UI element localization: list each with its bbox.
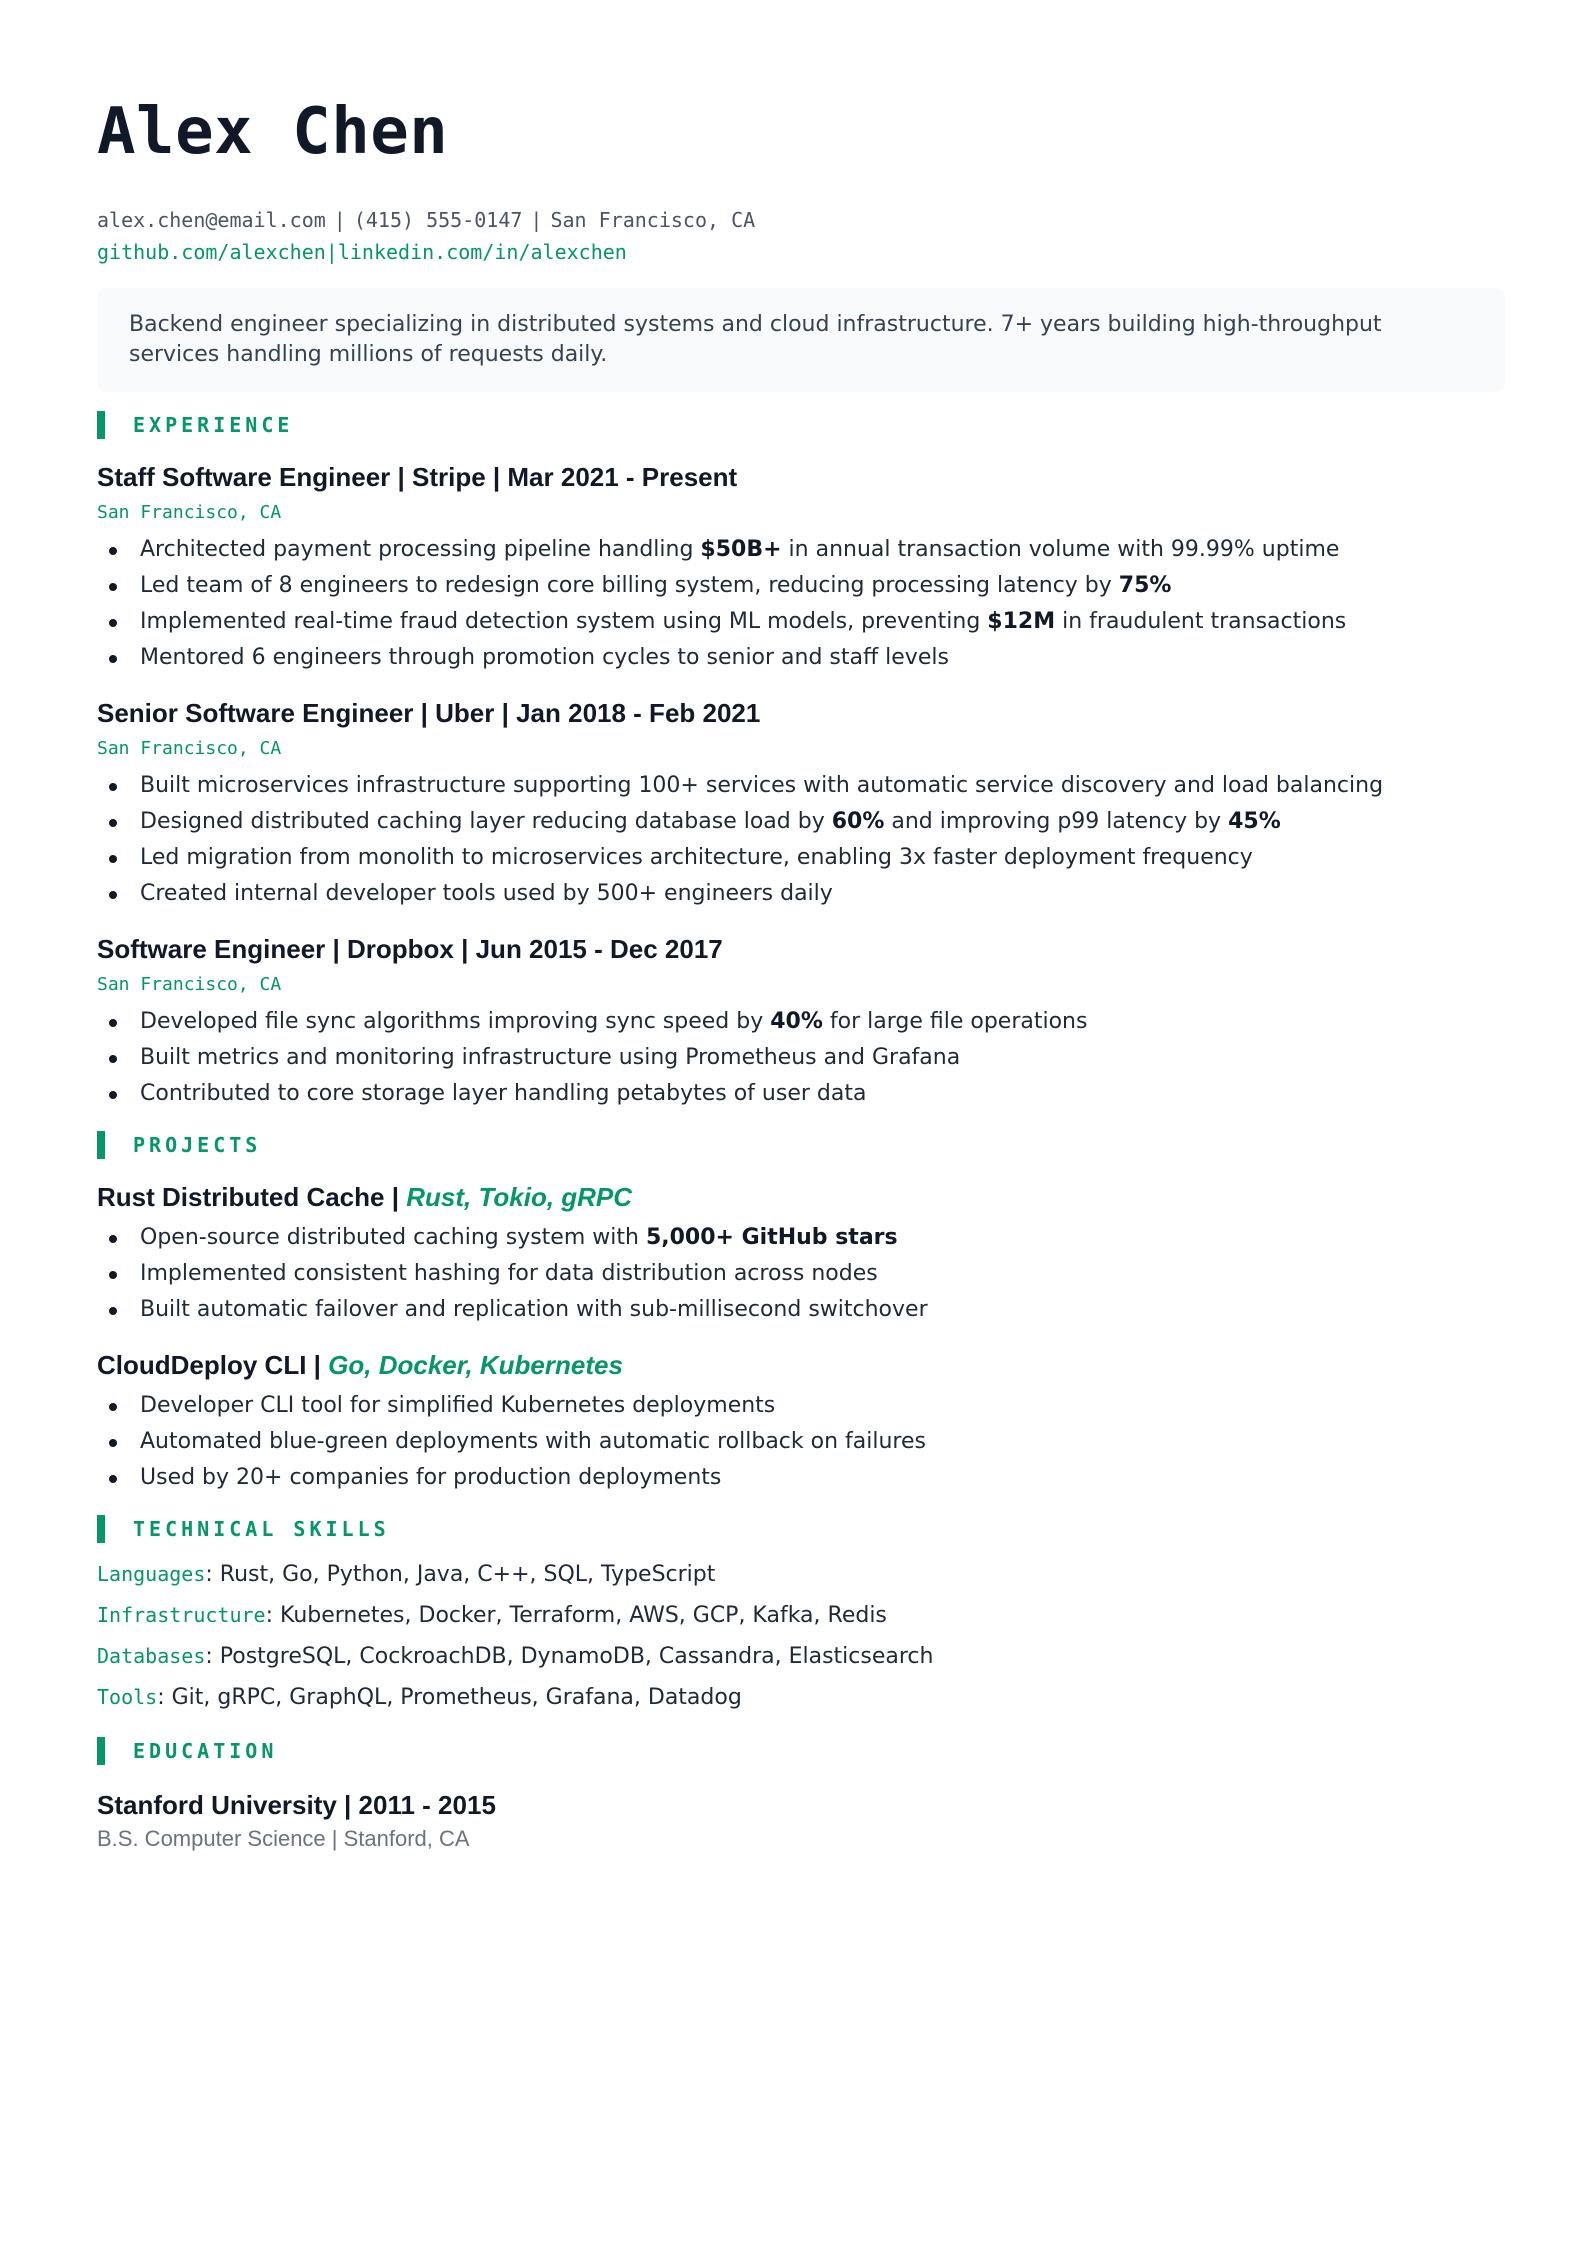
project-title (97, 1348, 1505, 1382)
bullet-list (97, 1220, 1505, 1328)
github-link[interactable]: github.com/alexchen (97, 240, 326, 264)
bullet-text: for large file operations (822, 1009, 1088, 1034)
project-name: Rust Distributed Cache (97, 1182, 385, 1212)
project-name: CloudDeploy CLI (97, 1350, 307, 1380)
project-title (97, 1180, 1505, 1214)
candidate-name: Alex Chen (97, 95, 449, 169)
education-title: Stanford University | 2011 - 2015 (97, 1790, 496, 1820)
bullet-list (97, 1388, 1505, 1496)
bullet-item (97, 1256, 1505, 1292)
bullet-highlight: 45% (1228, 809, 1281, 834)
skills-list (97, 1554, 1505, 1718)
bullet-item (97, 1076, 1505, 1112)
bullet-text: Open-source distributed caching system with (140, 1225, 646, 1250)
job-title: Staff Software Engineer | Stripe | Mar 2021 - Present (97, 462, 738, 492)
bullet-item (97, 1040, 1505, 1076)
bullet-highlight: 40% (770, 1009, 823, 1034)
job-title: Senior Software Engineer | Uber | Jan 2018 - Feb 2021 (97, 698, 761, 728)
skill-row (97, 1554, 1505, 1595)
contact-line (97, 204, 1505, 236)
skill-category: Languages (97, 1562, 206, 1586)
bullet-text: Created internal developer tools used by 500+ engineers daily (140, 881, 833, 906)
job-location: San Francisco, CA (97, 974, 282, 995)
bullet-item (97, 604, 1505, 640)
contact-location: San Francisco, CA (550, 208, 756, 232)
bullet-text: in annual transaction volume with 99.99% uptime (781, 537, 1340, 562)
skill-category: Databases (97, 1644, 206, 1668)
bullet-item (97, 532, 1505, 568)
bullet-text: Built metrics and monitoring infrastructure using Prometheus and Grafana (140, 1045, 961, 1070)
bullet-highlight: $12M (987, 609, 1056, 634)
skill-category: Infrastructure (97, 1603, 266, 1627)
bullet-text: Built automatic failover and replication with sub-millisecond switchover (140, 1297, 928, 1322)
skill-items: : PostgreSQL, CockroachDB, DynamoDB, Cassandra, Elasticsearch (205, 1644, 934, 1669)
bullet-text: Developed file sync algorithms improving sync speed by (140, 1009, 771, 1034)
education-detail: B.S. Computer Science | Stanford, CA (97, 1826, 470, 1851)
section-accent-bar (97, 1131, 105, 1159)
skill-row (97, 1677, 1505, 1718)
section-title: EDUCATION (133, 1739, 278, 1763)
bullet-text: Implemented real-time fraud detection system using ML models, preventing (140, 609, 988, 634)
section-education (97, 1736, 1505, 1766)
section-projects (97, 1130, 1505, 1160)
bullet-item (97, 568, 1505, 604)
project-separator: | (306, 1350, 329, 1380)
bullet-item (97, 804, 1505, 840)
job-title: Software Engineer | Dropbox | Jun 2015 - Dec 2017 (97, 934, 723, 964)
bullet-text: Used by 20+ companies for production deployments (140, 1465, 722, 1490)
skill-items: : Rust, Go, Python, Java, C++, SQL, TypeScript (205, 1562, 716, 1587)
bullet-highlight: 5,000+ GitHub stars (645, 1225, 898, 1250)
bullet-item (97, 1292, 1505, 1328)
bullet-highlight: 75% (1118, 573, 1172, 598)
project-tech: Go, Docker, Kubernetes (328, 1350, 623, 1380)
section-accent-bar (97, 1737, 105, 1765)
bullet-item (97, 768, 1505, 804)
section-experience (97, 410, 1505, 440)
link-separator: | (325, 240, 338, 264)
bullet-item (97, 640, 1505, 676)
bullet-highlight: $50B+ (700, 537, 782, 562)
section-title: EXPERIENCE (133, 413, 294, 437)
bullet-text: Architected payment processing pipeline handling (140, 537, 701, 562)
skill-items: : Kubernetes, Docker, Terraform, AWS, GCP, Kafka, Redis (265, 1603, 887, 1628)
bullet-text: Built microservices infrastructure supporting 100+ services with automatic service discovery and load balancing (140, 773, 1384, 798)
bullet-highlight: 60% (831, 809, 885, 834)
email-link[interactable]: alex.chen@email.com (97, 208, 326, 232)
experience-list (97, 460, 1505, 1112)
bullet-text: Designed distributed caching layer reducing database load by (140, 809, 832, 834)
job-location: San Francisco, CA (97, 738, 282, 759)
section-title: TECHNICAL SKILLS (133, 1517, 390, 1541)
section-accent-bar (97, 1515, 105, 1543)
bullet-text: Developer CLI tool for simplified Kubernetes deployments (140, 1393, 776, 1418)
contact-separator: | (333, 208, 346, 232)
section-title: PROJECTS (133, 1133, 262, 1157)
bullet-text: Contributed to core storage layer handling petabytes of user data (140, 1081, 867, 1106)
bullet-item (97, 1388, 1505, 1424)
bullet-text: in fraudulent transactions (1055, 609, 1347, 634)
bullet-item (97, 1220, 1505, 1256)
bullet-text: Mentored 6 engineers through promotion cycles to senior and staff levels (140, 645, 949, 670)
resume-page (97, 95, 1505, 1856)
section-skills (97, 1514, 1505, 1544)
bullet-item (97, 876, 1505, 912)
bullet-text: Implemented consistent hashing for data distribution across nodes (140, 1261, 878, 1286)
bullet-list (97, 532, 1505, 676)
skill-category: Tools (97, 1685, 158, 1709)
bullet-text: Led migration from monolith to microservices architecture, enabling 3x faster deployment frequency (140, 845, 1253, 870)
bullet-item (97, 1460, 1505, 1496)
contact-separator: | (530, 208, 543, 232)
bullet-item (97, 1004, 1505, 1040)
job-location: San Francisco, CA (97, 502, 282, 523)
bullet-item (97, 840, 1505, 876)
section-accent-bar (97, 411, 105, 439)
projects-list (97, 1180, 1505, 1496)
skill-row (97, 1595, 1505, 1636)
profile-links (97, 236, 1505, 268)
bullet-text: Led team of 8 engineers to redesign core billing system, reducing processing latency by (140, 573, 1119, 598)
summary-box: Backend engineer specializing in distributed systems and cloud infrastructure. 7+ years building high-throughput services handling millions of requests daily. (97, 288, 1505, 392)
linkedin-link[interactable]: linkedin.com/in/alexchen (337, 240, 627, 264)
phone-number: (415) 555-0147 (353, 208, 523, 232)
bullet-text: and improving p99 latency by (884, 809, 1229, 834)
project-tech: Rust, Tokio, gRPC (406, 1182, 633, 1212)
skill-items: : Git, gRPC, GraphQL, Prometheus, Grafana, Datadog (157, 1685, 742, 1710)
bullet-list (97, 768, 1505, 912)
project-separator: | (384, 1182, 407, 1212)
skill-row (97, 1636, 1505, 1677)
bullet-text: Automated blue-green deployments with automatic rollback on failures (140, 1429, 926, 1454)
bullet-list (97, 1004, 1505, 1112)
bullet-item (97, 1424, 1505, 1460)
